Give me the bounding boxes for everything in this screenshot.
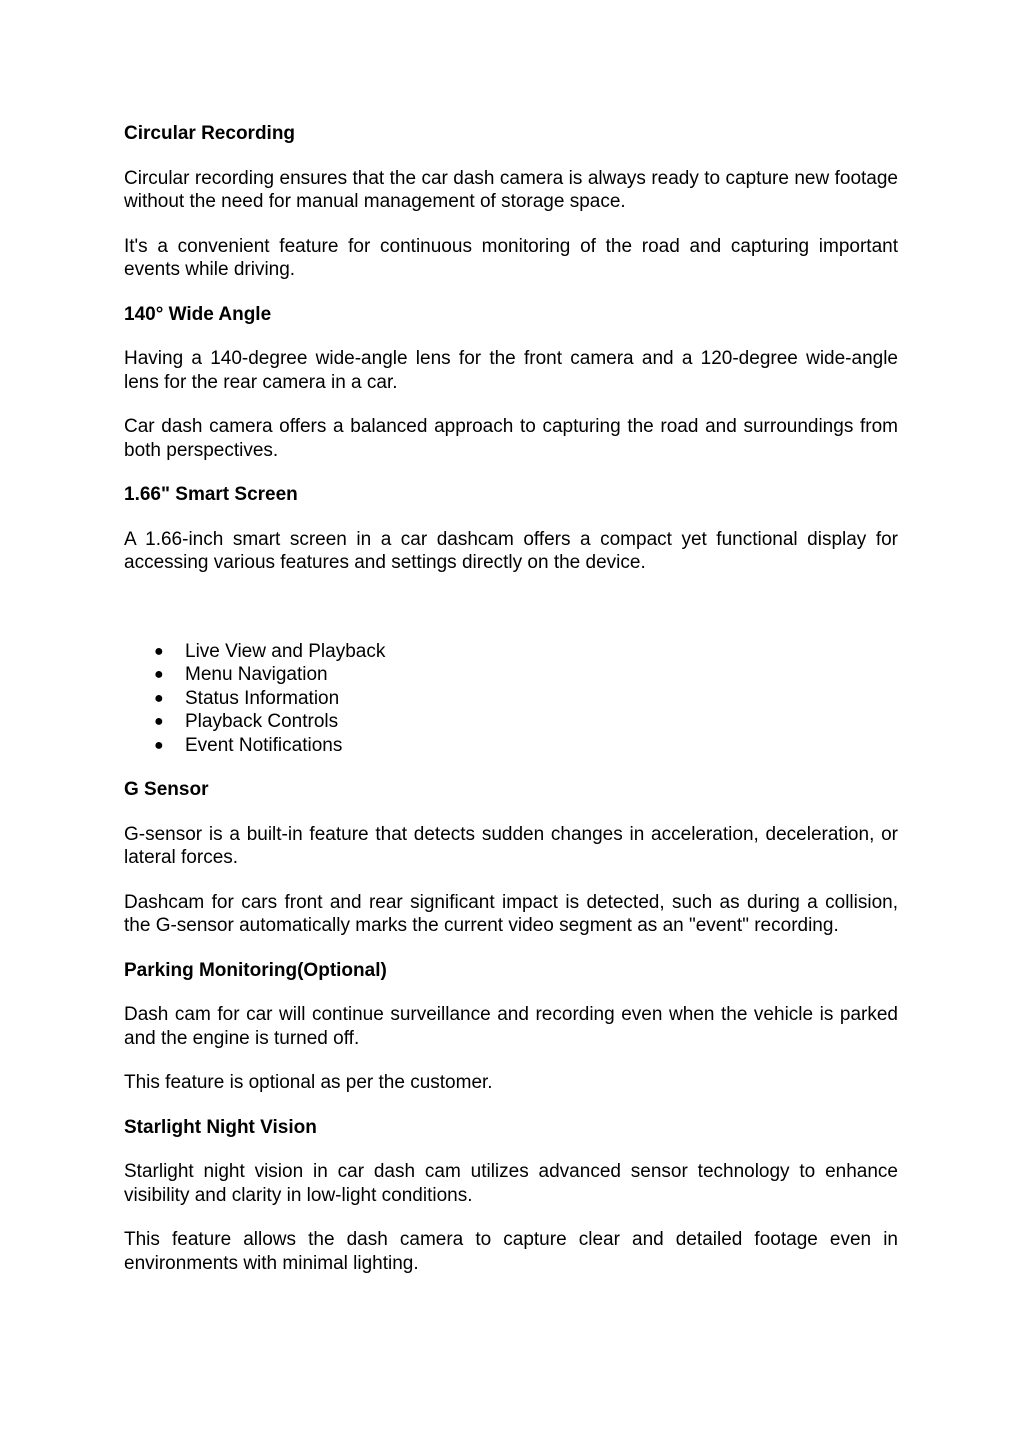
list-item xyxy=(124,710,898,734)
heading-parking-monitoring: Parking Monitoring(Optional) xyxy=(124,959,387,981)
paragraph: Car dash camera offers a balanced approach to capturing the road and surroundings from both perspectives. xyxy=(124,416,898,461)
list-item xyxy=(124,687,898,711)
list-item-text: Status Information xyxy=(185,687,340,709)
paragraph: It's a convenient feature for continuous monitoring of the road and capturing important events while driving. xyxy=(124,235,898,280)
bullet-icon: ● xyxy=(154,642,164,660)
list-item xyxy=(124,734,898,758)
paragraph: This feature allows the dash camera to capture clear and detailed footage even in environments with minimal lighting. xyxy=(124,1229,898,1274)
list-item-text: Live View and Playback xyxy=(185,640,386,662)
bullet-icon: ● xyxy=(154,713,164,730)
paragraph: Starlight night vision in car dash cam utilizes advanced sensor technology to enhance visibility and clarity in low-light conditions. xyxy=(124,1161,898,1206)
heading-smart-screen: 1.66" Smart Screen xyxy=(124,484,298,505)
bullet-icon: ● xyxy=(154,736,164,754)
paragraph: A 1.66-inch smart screen in a car dashcam offers a compact yet functional display for accessing various features and settings directly on the device. xyxy=(124,528,898,573)
bullet-icon: ● xyxy=(154,666,164,683)
paragraph: Having a 140-degree wide-angle lens for the front camera and a 120-degree wide-angle lens for the rear camera in a car. xyxy=(124,348,898,393)
paragraph: Dash cam for car will continue surveillance and recording even when the vehicle is parked and the engine is turned off. xyxy=(124,1004,898,1049)
document-page xyxy=(124,122,898,1296)
heading-starlight-night-vision: Starlight Night Vision xyxy=(124,1116,317,1138)
heading-circular-recording: Circular Recording xyxy=(124,123,296,144)
list-item-text: Playback Controls xyxy=(185,711,339,732)
bullet-icon: ● xyxy=(154,689,164,707)
paragraph: Circular recording ensures that the car dash camera is always ready to capture new footage without the need for manual management of storage space. xyxy=(124,167,898,212)
heading-g-sensor: G Sensor xyxy=(124,779,209,800)
list-item-text: Menu Navigation xyxy=(185,664,328,685)
paragraph: G-sensor is a built-in feature that detects sudden changes in acceleration, deceleration, or lateral forces. xyxy=(124,823,898,868)
paragraph: This feature is optional as per the customer. xyxy=(124,1072,493,1093)
spacer xyxy=(124,596,898,640)
list-item-text: Event Notifications xyxy=(185,734,343,756)
bullet-list xyxy=(124,640,898,758)
heading-wide-angle: 140° Wide Angle xyxy=(124,303,272,325)
paragraph: Dashcam for cars front and rear significant impact is detected, such as during a collision, the G-sensor automatically marks the current video segment as an "event" recording. xyxy=(124,891,898,936)
list-item xyxy=(124,640,898,664)
list-item xyxy=(124,663,898,687)
